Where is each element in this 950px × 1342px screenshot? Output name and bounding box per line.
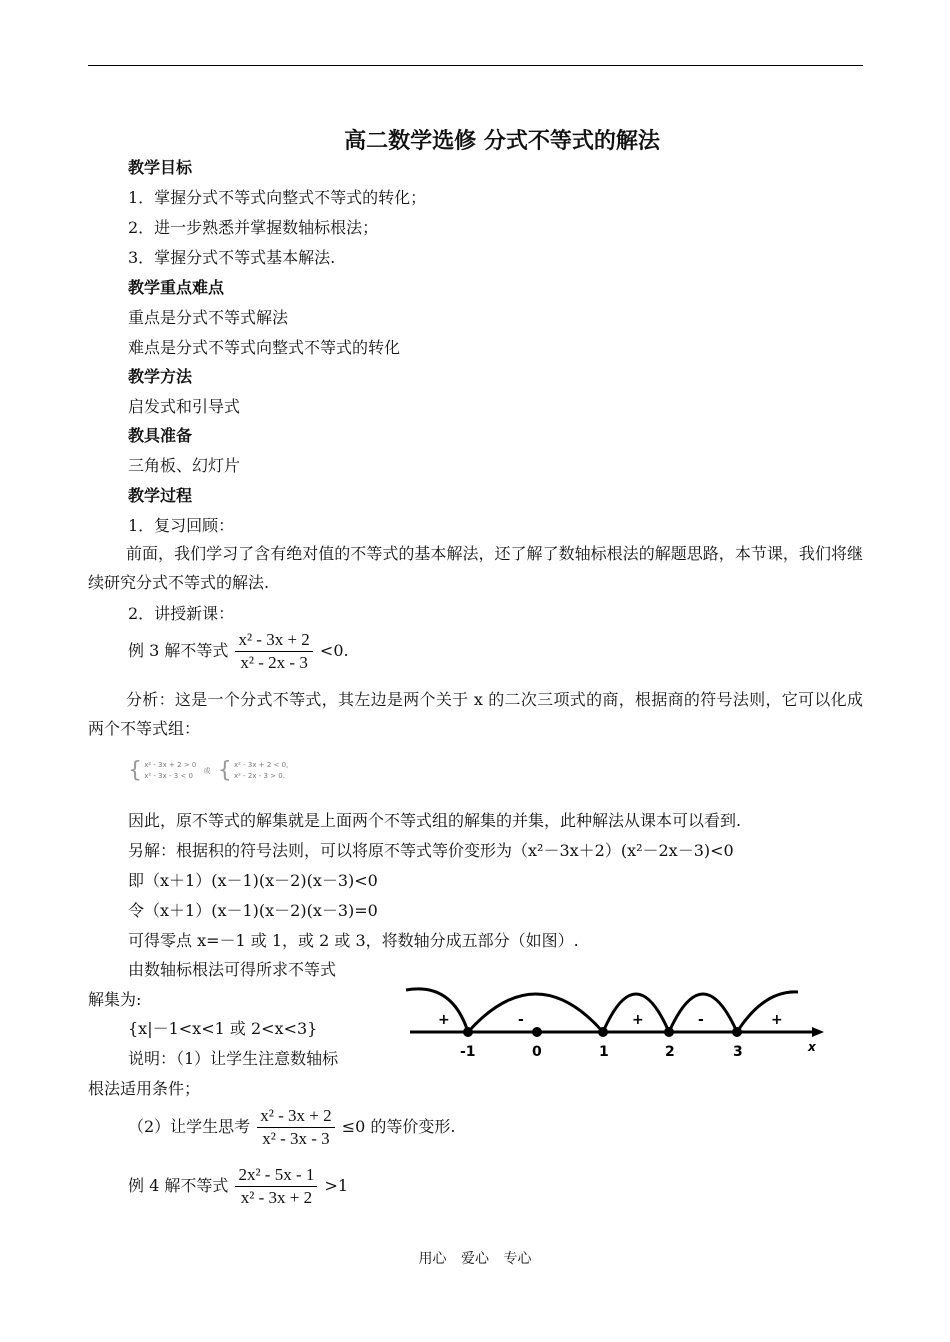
objective-1: 1．掌握分式不等式向整式不等式的转化； <box>128 188 427 207</box>
review-paragraph: 前面，我们学习了含有绝对值的不等式的基本解法，还了解了数轴标根法的解题思路，本节课，我们将继续研究分式不等式的解法. <box>88 544 863 592</box>
example-3 <box>128 630 349 673</box>
header-rule <box>88 65 863 66</box>
inequality-systems <box>128 760 288 782</box>
example-3-numerator: x² - 3x + 2 <box>235 630 312 652</box>
difficulty: 难点是分式不等式向整式不等式的转化 <box>128 338 401 357</box>
key-points-heading: 教学重点难点 <box>128 278 225 297</box>
key-point: 重点是分式不等式解法 <box>128 308 289 327</box>
sign-label: + <box>771 1012 783 1028</box>
root-dot <box>463 1027 473 1037</box>
root-dot <box>598 1027 608 1037</box>
root-label: -1 <box>460 1044 476 1060</box>
axis-method-line-2: 解集为: <box>88 990 142 1009</box>
sign-label: - <box>518 1012 524 1028</box>
axis-method-line-1: 由数轴标根法可得所求不等式 <box>128 960 337 979</box>
zeros-line: 可得零点 x=－1 或 1，或 2 或 3，将数轴分成五部分（如图）. <box>128 931 579 950</box>
note-2-denominator: x² - 3x - 3 <box>262 1129 330 1148</box>
example-4-prefix: 例 4 解不等式 <box>128 1176 229 1195</box>
brace-glyph: { <box>217 758 232 783</box>
process-heading: 教学过程 <box>128 486 193 505</box>
methods: 启发式和引导式 <box>128 397 241 416</box>
page-title: 高二数学选修 分式不等式的解法 <box>344 129 660 154</box>
note-2-fraction <box>257 1106 334 1149</box>
sign-label: + <box>438 1012 450 1028</box>
sign-curve-1 <box>406 989 468 1032</box>
system-2 <box>234 760 288 782</box>
example-3-denominator: x² - 2x - 3 <box>240 653 308 672</box>
note-2-suffix: ≤0 的等价变形. <box>341 1117 456 1136</box>
sign-label: + <box>632 1012 644 1028</box>
note-2-prefix: （2）让学生思考 <box>128 1117 251 1136</box>
root-dot <box>732 1027 742 1037</box>
objective-3: 3．掌握分式不等式基本解法. <box>128 248 336 267</box>
alternative-line: 另解：根据积的符号法则，可以将原不等式等价变形为（x²－3x＋2）(x²－2x－3)<0 <box>128 841 734 860</box>
root-label: 2 <box>665 1044 675 1060</box>
system-2-row-1: x² - 3x + 2 < 0, <box>234 761 289 769</box>
note-2 <box>128 1106 456 1149</box>
root-label: 1 <box>599 1044 609 1060</box>
system-1 <box>144 760 196 782</box>
root-dot <box>664 1027 674 1037</box>
ji-line: 即（x＋1）(x－1)(x－2)(x－3)<0 <box>128 871 378 890</box>
solution-set: {x|－1<x<1 或 2<x<3} <box>128 1019 318 1038</box>
number-axis-figure <box>404 978 824 1070</box>
therefore-line: 因此，原不等式的解集就是上面两个不等式组的解集的并集，此种解法从课本可以看到. <box>128 811 742 830</box>
page-footer: 用心 爱心 专心 <box>418 1251 532 1267</box>
or-word: 或 <box>203 767 211 775</box>
objectives-heading: 教学目标 <box>128 158 193 177</box>
ling-line: 令（x＋1）(x－1)(x－2)(x－3)=0 <box>128 901 378 920</box>
system-1-row-1: x² - 3x + 2 > 0 <box>144 761 197 769</box>
note-2-numerator: x² - 3x + 2 <box>257 1106 334 1128</box>
example-4-numerator: 2x² - 5x - 1 <box>235 1165 317 1187</box>
sign-curve-5 <box>737 992 798 1032</box>
tools-heading: 教具准备 <box>128 426 193 445</box>
note-line-1: 说明：（1）让学生注意数轴标 <box>128 1049 339 1068</box>
example-4-denominator: x² - 3x + 2 <box>240 1188 313 1207</box>
analysis-paragraph: 分析：这是一个分式不等式，其左边是两个关于 x 的二次三项式的商，根据商的符号法则，它可以化成两个不等式组： <box>88 690 863 738</box>
system-1-row-2: x² - 3x - 3 < 0 <box>144 772 193 780</box>
example-3-suffix: <0. <box>319 641 349 660</box>
objective-2: 2．进一步熟悉并掌握数轴标根法； <box>128 218 379 237</box>
axis-arrow <box>812 1027 824 1037</box>
example-3-fraction <box>235 630 312 673</box>
example-4 <box>128 1165 348 1208</box>
brace-glyph: { <box>128 758 142 783</box>
sign-curve-2 <box>468 994 603 1032</box>
example-4-suffix: >1 <box>324 1176 349 1195</box>
tools: 三角板、幻灯片 <box>128 456 241 475</box>
origin-dot <box>532 1027 542 1037</box>
example-4-fraction <box>235 1165 317 1208</box>
note-line-2: 根法适用条件； <box>88 1079 201 1098</box>
example-3-prefix: 例 3 解不等式 <box>128 641 229 660</box>
methods-heading: 教学方法 <box>128 367 193 386</box>
root-label: 0 <box>532 1044 542 1060</box>
step-1: 1．复习回顾： <box>128 516 235 535</box>
system-2-row-2: x² - 2x - 3 > 0. <box>234 772 285 780</box>
step-2: 2．讲授新课： <box>128 604 235 623</box>
axis-label: x <box>808 1040 816 1054</box>
root-label: 3 <box>733 1044 743 1060</box>
sign-label: - <box>698 1012 704 1028</box>
